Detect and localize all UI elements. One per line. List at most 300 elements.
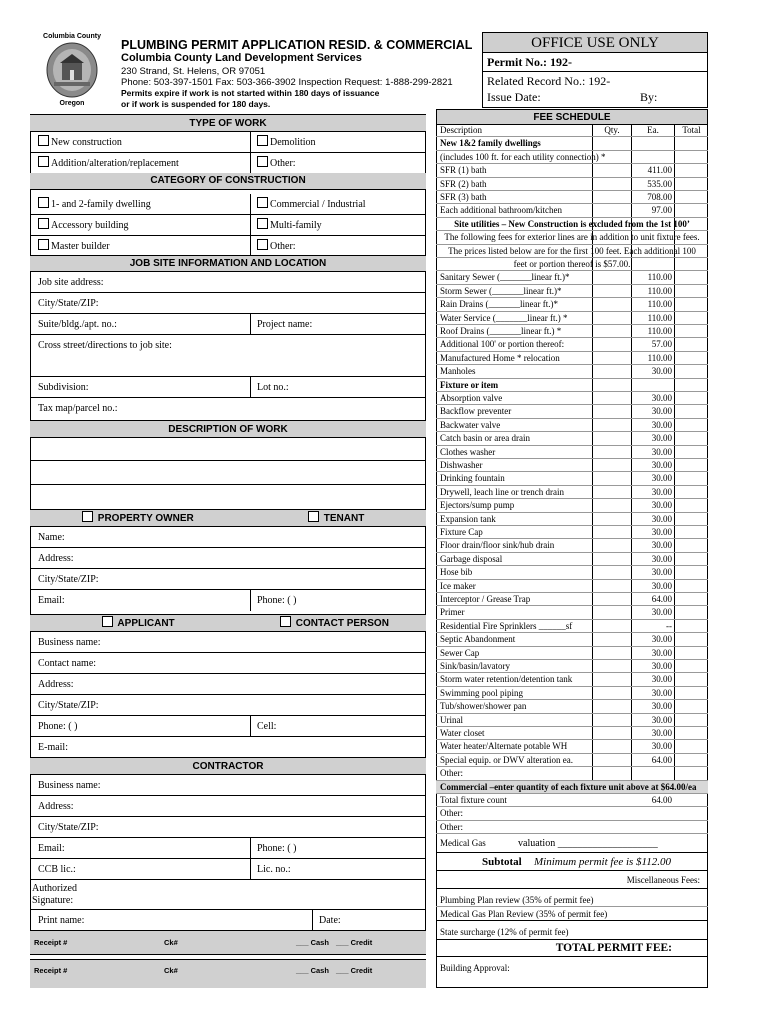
qty-input[interactable] bbox=[593, 472, 631, 484]
fee-row bbox=[436, 714, 708, 727]
fee-description: Each additional bathroom/kitchen bbox=[440, 205, 562, 216]
building-approval-row bbox=[436, 961, 708, 976]
fee-each: 30.00 bbox=[651, 647, 672, 658]
fee-row bbox=[436, 405, 708, 418]
plan-review-row bbox=[436, 893, 708, 907]
qty-input[interactable] bbox=[593, 446, 631, 458]
total-input[interactable] bbox=[675, 767, 708, 779]
qty-input[interactable] bbox=[593, 178, 631, 190]
qty-input[interactable] bbox=[593, 164, 631, 176]
fee-description: Description bbox=[440, 125, 482, 135]
job-site-address-field[interactable]: Job site address: bbox=[30, 272, 426, 293]
fee-description: Storm water retention/detention tank bbox=[440, 674, 573, 685]
total-input[interactable] bbox=[675, 432, 708, 444]
signature-label: Signature: bbox=[32, 895, 74, 906]
fee-row bbox=[436, 566, 708, 579]
fee-description: Special equip. or DWV alteration ea. bbox=[440, 754, 574, 765]
fee-row bbox=[436, 647, 708, 660]
fee-description: Other: bbox=[440, 768, 463, 779]
print-name-field[interactable]: Print name: Date: bbox=[30, 910, 426, 931]
total-input[interactable] bbox=[675, 446, 708, 458]
total-input[interactable] bbox=[675, 606, 708, 618]
applicant-cell-field[interactable]: Cell: bbox=[250, 716, 276, 736]
total-input[interactable] bbox=[675, 338, 708, 350]
qty-input[interactable] bbox=[593, 727, 631, 739]
fee-row bbox=[436, 767, 708, 780]
permit-number: Permit No.: 192- bbox=[487, 55, 572, 69]
fee-each: 411.00 bbox=[647, 165, 672, 176]
qty-input[interactable] bbox=[593, 204, 631, 216]
check-label: Ck# bbox=[164, 966, 178, 975]
applicant-business-field[interactable]: Business name: bbox=[30, 632, 426, 653]
total-input[interactable] bbox=[675, 204, 708, 216]
total-input[interactable] bbox=[675, 687, 708, 699]
fee-description: SFR (3) bath bbox=[440, 192, 487, 202]
fee-each: 30.00 bbox=[651, 634, 672, 645]
fee-description: Fixture or item bbox=[440, 379, 499, 390]
multi-family-label: Multi-family bbox=[270, 220, 322, 231]
qty-input[interactable] bbox=[593, 298, 631, 310]
fee-each: 110.00 bbox=[647, 272, 672, 283]
fee-description: Manholes bbox=[440, 366, 476, 377]
project-name-field[interactable]: Project name: bbox=[250, 314, 312, 334]
fee-each: 708.00 bbox=[647, 192, 672, 202]
qty-input[interactable] bbox=[593, 754, 631, 766]
fee-row bbox=[436, 700, 708, 713]
owner-phone-field[interactable]: Phone: ( ) bbox=[250, 590, 296, 611]
fee-row bbox=[436, 472, 708, 485]
applicant-phone-field[interactable]: Phone: ( ) Cell: bbox=[30, 716, 426, 737]
tax-map-field[interactable]: Tax map/parcel no.: bbox=[38, 403, 118, 414]
contractor-city-field[interactable]: City/State/ZIP: bbox=[30, 817, 426, 838]
fee-each: 64.00 bbox=[651, 594, 672, 604]
qty-input[interactable] bbox=[593, 566, 631, 578]
contractor-business-field[interactable]: Business name: bbox=[30, 775, 426, 796]
owner-city-field[interactable]: City/State/ZIP: bbox=[30, 569, 426, 590]
fee-row bbox=[436, 178, 708, 191]
qty-input[interactable] bbox=[593, 673, 631, 685]
fee-row bbox=[436, 539, 708, 552]
qty-input[interactable] bbox=[593, 432, 631, 444]
fee-each: 30.00 bbox=[651, 661, 672, 671]
total-input[interactable] bbox=[675, 513, 708, 525]
addition-label: Addition/alteration/replacement bbox=[51, 158, 179, 169]
fee-each: 30.00 bbox=[651, 714, 672, 725]
utilities-note bbox=[436, 231, 708, 244]
checkbox[interactable] bbox=[257, 197, 268, 208]
qty-input[interactable] bbox=[593, 419, 631, 431]
fee-each: 110.00 bbox=[647, 352, 672, 363]
department-name: Columbia County Land Development Services bbox=[121, 52, 362, 64]
qty-input[interactable] bbox=[593, 191, 631, 203]
total-input[interactable] bbox=[675, 807, 708, 819]
fee-each: 110.00 bbox=[647, 326, 672, 336]
fee-each: 30.00 bbox=[651, 513, 672, 524]
fee-description: Residential Fire Sprinklers ______sf bbox=[440, 620, 573, 631]
total-input[interactable] bbox=[675, 164, 708, 176]
fee-row bbox=[436, 526, 708, 539]
tenant-label: TENANT bbox=[323, 513, 365, 524]
checkbox[interactable] bbox=[38, 197, 49, 208]
med-gas-review-row bbox=[436, 907, 708, 921]
cross-street-field[interactable]: Cross street/directions to job site: bbox=[30, 335, 426, 377]
fee-description: Drywell, leach line or trench drain bbox=[440, 486, 564, 497]
job-site-suite-field[interactable]: Suite/bldg./apt. no.: Project name: bbox=[30, 314, 426, 335]
fee-row bbox=[436, 419, 708, 432]
fee-row bbox=[436, 164, 708, 177]
fee-row bbox=[436, 580, 708, 593]
qty-input[interactable] bbox=[593, 620, 631, 632]
fee-row bbox=[436, 312, 708, 325]
fee-text: Site utilities – New Construction is excluded from the 1st 100’ bbox=[454, 218, 690, 229]
qty-input[interactable] bbox=[593, 714, 631, 726]
total-input[interactable] bbox=[675, 365, 708, 377]
checkbox[interactable] bbox=[257, 239, 268, 250]
total-input[interactable] bbox=[675, 352, 708, 364]
qty-input[interactable] bbox=[593, 526, 631, 538]
qty-input[interactable] bbox=[593, 740, 631, 752]
fee-each: 535.00 bbox=[647, 178, 672, 189]
signature-area[interactable] bbox=[30, 880, 426, 910]
owner-name-field[interactable]: Name: bbox=[30, 527, 426, 548]
qty-input[interactable] bbox=[593, 405, 631, 417]
qty-input[interactable] bbox=[593, 539, 631, 551]
total-input[interactable] bbox=[675, 285, 708, 297]
authorized-label: Authorized bbox=[32, 883, 77, 894]
fee-description: Septic Abandonment bbox=[440, 634, 516, 645]
qty-input[interactable] bbox=[593, 285, 631, 297]
fee-each: 30.00 bbox=[651, 366, 672, 377]
receipt-label: Receipt # bbox=[34, 966, 68, 975]
fee-each: 30.00 bbox=[651, 527, 672, 537]
contractor-heading: CONTRACTOR bbox=[30, 757, 426, 775]
fee-column-header bbox=[436, 124, 708, 137]
fee-description: Water closet bbox=[440, 728, 485, 738]
total-input[interactable] bbox=[675, 526, 708, 538]
contractor-phone-field[interactable]: Phone: ( ) bbox=[250, 838, 296, 858]
total-input[interactable] bbox=[675, 700, 708, 712]
fee-description: Roof Drains (_______linear ft.) * bbox=[440, 326, 562, 336]
contractor-address-field[interactable]: Address: bbox=[30, 796, 426, 817]
total-input[interactable] bbox=[675, 499, 708, 511]
office-use-title: OFFICE USE ONLY bbox=[483, 33, 707, 53]
owner-heading bbox=[30, 509, 426, 527]
total-input[interactable] bbox=[675, 392, 708, 404]
fee-row bbox=[436, 486, 708, 499]
qty-input[interactable] bbox=[593, 807, 631, 819]
total-input[interactable] bbox=[675, 405, 708, 417]
fee-description: Backflow preventer bbox=[440, 406, 512, 417]
commercial-label: Commercial / Industrial bbox=[270, 199, 366, 210]
fee-description: Sink/basin/lavatory bbox=[440, 661, 510, 671]
total-input[interactable] bbox=[675, 178, 708, 190]
category-row-1 bbox=[30, 194, 426, 215]
fee-description: SFR (2) bath bbox=[440, 178, 487, 189]
total-input[interactable] bbox=[675, 566, 708, 578]
total-column-header: Total bbox=[682, 125, 701, 135]
fee-description: Backwater valve bbox=[440, 419, 501, 430]
fee-description: Sanitary Sewer (_______linear ft.)* bbox=[440, 272, 570, 283]
fee-description: Absorption valve bbox=[440, 393, 503, 403]
total-input[interactable] bbox=[675, 191, 708, 203]
fee-row bbox=[436, 392, 708, 405]
type-row-2 bbox=[30, 153, 426, 174]
fee-row bbox=[436, 620, 708, 633]
fee-text: Commercial –enter quantity of each fixture unit above at $64.00/ea bbox=[440, 781, 697, 792]
fee-row bbox=[436, 325, 708, 338]
checkbox[interactable] bbox=[257, 156, 268, 167]
fee-description: State surcharge (12% of permit fee) bbox=[440, 927, 569, 938]
qty-input[interactable] bbox=[593, 486, 631, 498]
fee-description: Medical Gas bbox=[440, 838, 486, 849]
fee-row bbox=[436, 673, 708, 686]
qty-input[interactable] bbox=[593, 633, 631, 645]
fee-row bbox=[436, 794, 708, 807]
fee-row bbox=[436, 204, 708, 217]
qty-input[interactable] bbox=[593, 392, 631, 404]
total-input[interactable] bbox=[675, 740, 708, 752]
qty-input[interactable] bbox=[593, 580, 631, 592]
checkbox[interactable] bbox=[257, 218, 268, 229]
fee-description: Sewer Cap bbox=[440, 647, 480, 658]
fee-each: 30.00 bbox=[651, 540, 672, 551]
property-owner-label: PROPERTY OWNER bbox=[97, 513, 194, 524]
checkbox[interactable] bbox=[82, 511, 93, 522]
fee-description: Storm Sewer (_______linear ft.)* bbox=[440, 285, 562, 296]
fee-text: The following fees for exterior lines are in addition to unit fixture fees. bbox=[444, 232, 700, 243]
total-input[interactable] bbox=[675, 647, 708, 659]
lot-number-field[interactable]: Lot no.: bbox=[250, 377, 289, 397]
utilities-note bbox=[436, 258, 708, 271]
department-phone: Phone: 503-397-1501 Fax: 503-366-3902 Inspection Request: 1-888-299-2821 bbox=[121, 77, 453, 88]
checkbox[interactable] bbox=[38, 218, 49, 229]
fee-text: The prices listed below are for the first 100 feet. Each additional 100 bbox=[448, 245, 696, 256]
qty-input[interactable] bbox=[593, 312, 631, 324]
new-construction-label: New construction bbox=[51, 137, 122, 148]
type-other-label: Other: bbox=[270, 158, 296, 169]
fee-description: Additional 100' or portion thereof: bbox=[440, 339, 565, 350]
commercial-heading bbox=[436, 781, 708, 794]
qty-input[interactable] bbox=[593, 794, 631, 806]
contractor-email-field[interactable]: Email: Phone: ( ) bbox=[30, 838, 426, 859]
utilities-note bbox=[436, 245, 708, 258]
checkbox[interactable] bbox=[38, 239, 49, 250]
related-record: Related Record No.: 192- bbox=[487, 74, 611, 88]
owner-address-field[interactable]: Address: bbox=[30, 548, 426, 569]
checkbox[interactable] bbox=[257, 135, 268, 146]
fee-description: Plumbing Plan review (35% of permit fee) bbox=[440, 895, 594, 906]
fee-each: 30.00 bbox=[651, 393, 672, 403]
fee-each: 30.00 bbox=[651, 553, 672, 564]
master-builder-label: Master builder bbox=[51, 241, 110, 252]
qty-input[interactable] bbox=[593, 593, 631, 605]
fee-description: Swimming pool piping bbox=[440, 687, 524, 698]
fee-description: Water heater/Alternate potable WH bbox=[440, 741, 568, 752]
fee-each: 30.00 bbox=[651, 741, 672, 752]
receipt-row-1 bbox=[30, 931, 426, 955]
fee-description: Dishwasher bbox=[440, 460, 483, 470]
qty-input[interactable] bbox=[593, 365, 631, 377]
fee-row bbox=[436, 432, 708, 445]
qty-input[interactable] bbox=[593, 325, 631, 337]
qty-input[interactable] bbox=[593, 700, 631, 712]
applicant-city-field[interactable]: City/State/ZIP: bbox=[30, 695, 426, 716]
valuation-field[interactable]: valuation ____________________ bbox=[518, 838, 658, 850]
fee-row bbox=[436, 446, 708, 459]
fee-row bbox=[436, 807, 708, 820]
total-input[interactable] bbox=[675, 298, 708, 310]
fee-description: Catch basin or area drain bbox=[440, 433, 530, 444]
checkbox[interactable] bbox=[308, 511, 319, 522]
total-input[interactable] bbox=[675, 727, 708, 739]
checkbox[interactable] bbox=[38, 156, 49, 167]
contractor-ccb-field[interactable]: CCB lic.: Lic. no.: bbox=[30, 859, 426, 880]
category-row-2 bbox=[30, 215, 426, 236]
total-input[interactable] bbox=[675, 593, 708, 605]
total-input[interactable] bbox=[675, 714, 708, 726]
type-of-work-heading: TYPE OF WORK bbox=[30, 114, 426, 132]
fee-each: 30.00 bbox=[651, 406, 672, 417]
qty-column-header: Qty. bbox=[604, 125, 620, 135]
dwellings-heading bbox=[436, 137, 708, 150]
date-field[interactable]: Date: bbox=[312, 910, 341, 930]
fee-each: 64.00 bbox=[651, 795, 672, 805]
fee-each: 30.00 bbox=[651, 701, 672, 712]
total-input[interactable] bbox=[675, 794, 708, 806]
fee-row bbox=[436, 285, 708, 298]
fee-row bbox=[436, 660, 708, 673]
checkbox[interactable] bbox=[102, 616, 113, 627]
fee-description: Building Approval: bbox=[440, 963, 510, 974]
subtotal-label: Subtotal bbox=[482, 856, 522, 869]
fee-description: Other: bbox=[440, 821, 463, 832]
fee-description: Interceptor / Grease Trap bbox=[440, 594, 531, 604]
total-input[interactable] bbox=[675, 312, 708, 324]
checkbox[interactable] bbox=[38, 135, 49, 146]
total-input[interactable] bbox=[675, 553, 708, 565]
fee-description: Total fixture count bbox=[440, 795, 507, 805]
total-input[interactable] bbox=[675, 580, 708, 592]
qty-input[interactable] bbox=[593, 271, 631, 283]
total-input[interactable] bbox=[675, 660, 708, 672]
description-heading: DESCRIPTION OF WORK bbox=[30, 420, 426, 438]
fee-text: feet or portion thereof is $57.00. bbox=[513, 259, 631, 269]
total-input[interactable] bbox=[675, 486, 708, 498]
fixture-heading bbox=[436, 379, 708, 392]
fee-each: 110.00 bbox=[647, 285, 672, 296]
fee-row bbox=[436, 754, 708, 767]
fee-row bbox=[436, 271, 708, 284]
total-input[interactable] bbox=[675, 633, 708, 645]
dwellings-note bbox=[436, 151, 708, 164]
contractor-lic-field[interactable]: Lic. no.: bbox=[250, 859, 291, 879]
fee-description: Ice maker bbox=[440, 580, 476, 591]
checkbox[interactable] bbox=[280, 616, 291, 627]
qty-input[interactable] bbox=[593, 459, 631, 471]
total-input[interactable] bbox=[675, 459, 708, 471]
total-input[interactable] bbox=[675, 821, 708, 833]
fee-row bbox=[436, 352, 708, 365]
fee-description: Drinking fountain bbox=[440, 473, 505, 484]
qty-input[interactable] bbox=[593, 767, 631, 779]
receipt-label: Receipt # bbox=[34, 938, 68, 947]
fee-row bbox=[436, 499, 708, 512]
total-input[interactable] bbox=[675, 472, 708, 484]
fee-description: Rain Drains (_______linear ft.)* bbox=[440, 299, 558, 310]
total-input[interactable] bbox=[675, 754, 708, 766]
fee-each: 30.00 bbox=[651, 567, 672, 578]
credit-label: ___ Credit bbox=[336, 938, 373, 947]
issue-date: Issue Date: bbox=[487, 90, 541, 104]
total-input[interactable] bbox=[675, 673, 708, 685]
fee-each: 110.00 bbox=[647, 312, 672, 323]
applicant-email-field[interactable]: E-mail: bbox=[38, 742, 68, 753]
qty-input[interactable] bbox=[593, 499, 631, 511]
check-label: Ck# bbox=[164, 938, 178, 947]
qty-input[interactable] bbox=[593, 606, 631, 618]
qty-input[interactable] bbox=[593, 687, 631, 699]
fee-description: Expansion tank bbox=[440, 513, 496, 524]
total-input[interactable] bbox=[675, 620, 708, 632]
qty-input[interactable] bbox=[593, 821, 631, 833]
fee-row bbox=[436, 687, 708, 700]
total-input[interactable] bbox=[675, 325, 708, 337]
state-surcharge-row bbox=[436, 925, 708, 940]
qty-input[interactable] bbox=[593, 647, 631, 659]
job-site-city-field[interactable]: City/State/ZIP: bbox=[30, 293, 426, 314]
fee-row bbox=[436, 727, 708, 740]
owner-email-field[interactable]: Email: Phone: ( ) bbox=[30, 590, 426, 611]
county-seal-icon bbox=[46, 42, 98, 98]
fee-row bbox=[436, 338, 708, 351]
total-input[interactable] bbox=[675, 419, 708, 431]
total-input[interactable] bbox=[675, 539, 708, 551]
contact-person-label: CONTACT PERSON bbox=[295, 618, 389, 629]
qty-input[interactable] bbox=[593, 660, 631, 672]
description-line-2[interactable] bbox=[30, 461, 426, 485]
total-input[interactable] bbox=[675, 271, 708, 283]
fee-description: Fixture Cap bbox=[440, 527, 483, 537]
job-site-heading: JOB SITE INFORMATION AND LOCATION bbox=[30, 255, 426, 272]
fee-row bbox=[436, 553, 708, 566]
qty-input[interactable] bbox=[593, 352, 631, 364]
fee-each: 64.00 bbox=[651, 754, 672, 765]
logo-top-text: Columbia County bbox=[43, 33, 101, 40]
description-line-1[interactable] bbox=[30, 438, 426, 461]
fee-description: Tub/shower/shower pan bbox=[440, 701, 527, 712]
misc-fees-label: Miscellaneous Fees: bbox=[626, 875, 700, 886]
description-line-3[interactable] bbox=[30, 485, 426, 509]
fee-row bbox=[436, 298, 708, 311]
fee-each: 30.00 bbox=[651, 473, 672, 484]
qty-input[interactable] bbox=[593, 513, 631, 525]
qty-input[interactable] bbox=[593, 553, 631, 565]
category-heading: CATEGORY OF CONSTRUCTION bbox=[30, 173, 426, 190]
fee-description: Hose bib bbox=[440, 567, 473, 578]
qty-input[interactable] bbox=[593, 338, 631, 350]
fee-row bbox=[436, 365, 708, 378]
fee-row bbox=[436, 513, 708, 526]
fee-row bbox=[436, 191, 708, 204]
receipt-row-2 bbox=[30, 959, 426, 988]
fee-row bbox=[436, 606, 708, 619]
county-logo bbox=[36, 33, 108, 111]
issued-by: By: bbox=[640, 90, 658, 104]
subdivision-field[interactable]: Subdivision: Lot no.: bbox=[30, 377, 426, 398]
fee-each: 30.00 bbox=[651, 486, 672, 497]
applicant-address-field[interactable]: Address: bbox=[30, 674, 426, 695]
applicant-contact-field[interactable]: Contact name: bbox=[30, 653, 426, 674]
